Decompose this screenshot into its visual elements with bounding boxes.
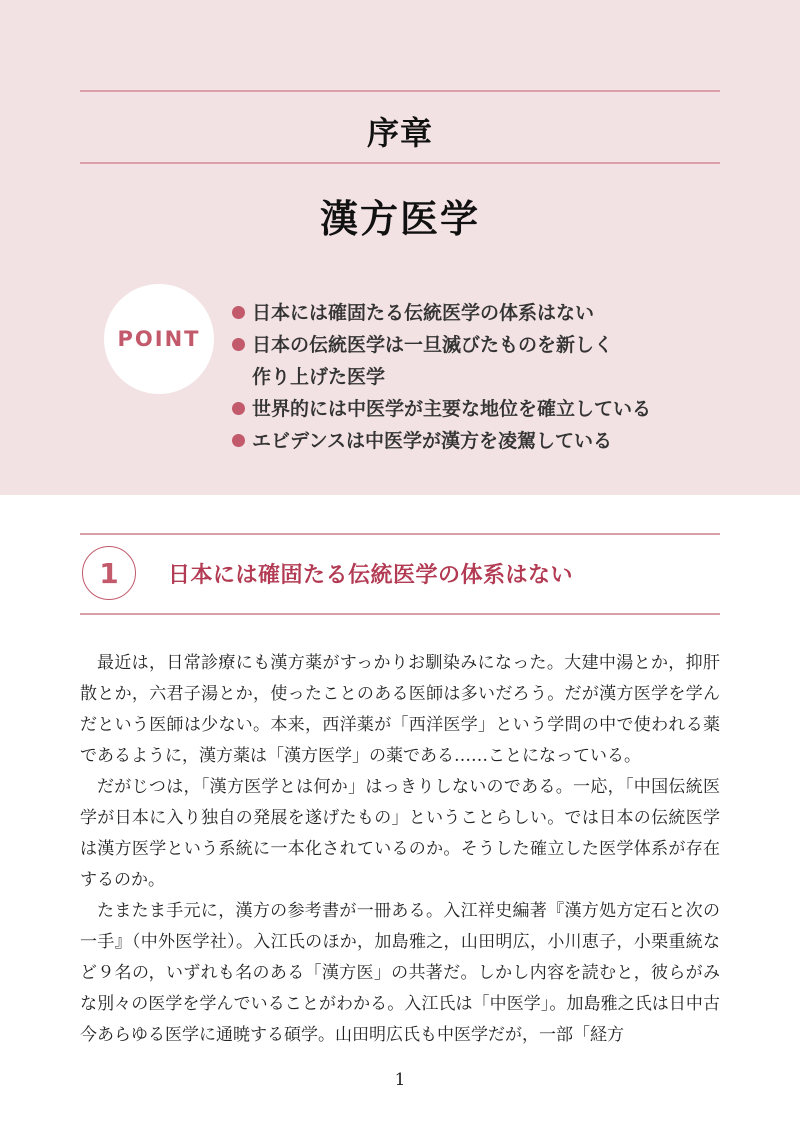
point-item [232, 329, 702, 393]
chapter-header-band [0, 0, 800, 495]
bullet-dot-icon [232, 338, 245, 351]
body-text [80, 648, 720, 1051]
point-item-text: 日本には確固たる伝統医学の体系はない [252, 302, 595, 324]
bullet-dot-icon [232, 434, 245, 447]
bullet-dot-icon [232, 306, 245, 319]
point-item-text: エビデンスは中医学が漢方を凌駕している [252, 430, 613, 452]
bullet-dot-icon [232, 402, 245, 415]
point-badge [104, 284, 214, 394]
point-item [232, 297, 702, 329]
page-number: 1 [394, 1070, 406, 1090]
section-number-badge: 1 [82, 546, 136, 600]
chapter-label: 序章 [366, 114, 433, 152]
point-item-text: 世界的には中医学が主要な地位を確立している [252, 398, 652, 420]
header-rule-middle [80, 162, 720, 164]
body-paragraph: 最近は，日常診療にも漢方薬がすっかりお馴染みになった。大建中湯とか，抑肝散とか，六君子湯とか，使ったことのある医師は多いだろう。だが漢方医学を学んだという医師は少ない。本来，西洋薬が「西洋医学」という学問の中で使われる薬であるように，漢方薬は「漢方医学」の薬である……ことになっている。 [80, 653, 720, 766]
section-rule-bottom [80, 613, 720, 615]
point-list [232, 297, 702, 457]
section-title: 日本には確固たる伝統医学の体系はない [168, 563, 574, 588]
body-paragraph: たまたま手元に，漢方の参考書が一冊ある。入江祥史編著『漢方処方定石と次の一手』（中外医学社）。入江氏のほか，加島雅之，山田明広，小川恵子，小栗重統など９名の，いずれも名のある「漢方医」の共著だ。しかし内容を読むと，彼らがみな別々の医学を学んでいることがわかる。入江氏は「中医学」。加島雅之氏は日中古今あらゆる医学に通暁する碩学。山田明広氏も中医学だが，一部「経方 [80, 901, 720, 1045]
point-item-text: 日本の伝統医学は一旦滅びたものを新しく 作り上げた医学 [252, 334, 614, 388]
body-paragraph: だがじつは，「漢方医学とは何か」はっきりしないのである。一応，「中国伝統医学が日本に入り独自の発展を遂げたもの」ということらしい。では日本の伝統医学は漢方医学という系統に一本化されているのか。そうした確立した医学体系が存在するのか。 [80, 777, 720, 890]
point-label: POINT [117, 327, 201, 351]
point-item [232, 393, 702, 425]
header-rule-top [80, 90, 720, 92]
section-rule-top [80, 533, 720, 535]
chapter-title: 漢方医学 [319, 197, 480, 241]
point-item [232, 425, 702, 457]
